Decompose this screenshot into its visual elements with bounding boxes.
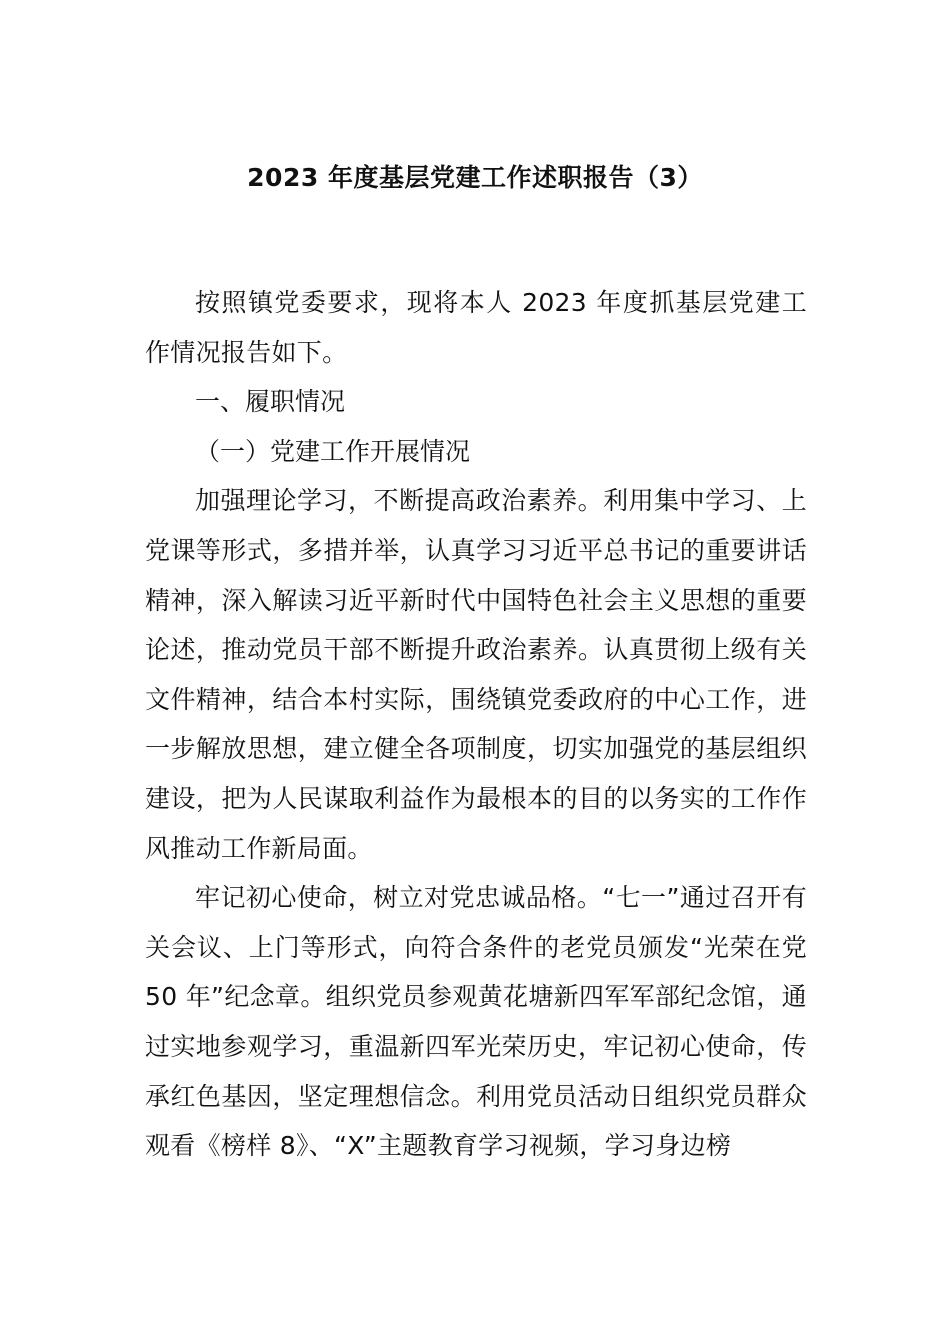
intro-paragraph: 按照镇党委要求，现将本人 2023 年度抓基层党建工作情况报告如下。 (145, 288, 807, 367)
body-paragraph-1: 加强理论学习，不断提高政治素养。利用集中学习、上党课等形式，多措并举，认真学习习近平总书记的重要讲话精神，深入解读习近平新时代中国特色社会主义思想的重要论述，推动党员干部不断提升政治素养。认真贯彻上级有关文件精神，结合本村实际，围绕镇党委政府的中心工作，进一步解放思想，建立健全各项制度，切实加强党的基层组织建设，把为人民谋取利益作为最根本的目的以务实的工作作风推动工作新局面。 (145, 486, 807, 863)
body-paragraph-2: 牢记初心使命，树立对党忠诚品格。“七一”通过召开有关会议、上门等形式，向符合条件的老党员颁发“光荣在党 50 年”纪念章。组织党员参观黄花塘新四军军部纪念馆，通过实地参观学习，重温新四军光荣历史，牢记初心使命，传承红色基因，坚定理想信念。利用党员活动日组织党员群众观看《榜样 8》、“X”主题教育学习视频，学习身边榜 (145, 883, 807, 1161)
section-heading-1: 一、履职情况 (195, 387, 346, 417)
document-body (145, 278, 807, 1171)
subsection-heading-1: （一）党建工作开展情况 (195, 436, 471, 466)
document-title: 2023 年度基层党建工作述职报告（3） (247, 163, 703, 192)
